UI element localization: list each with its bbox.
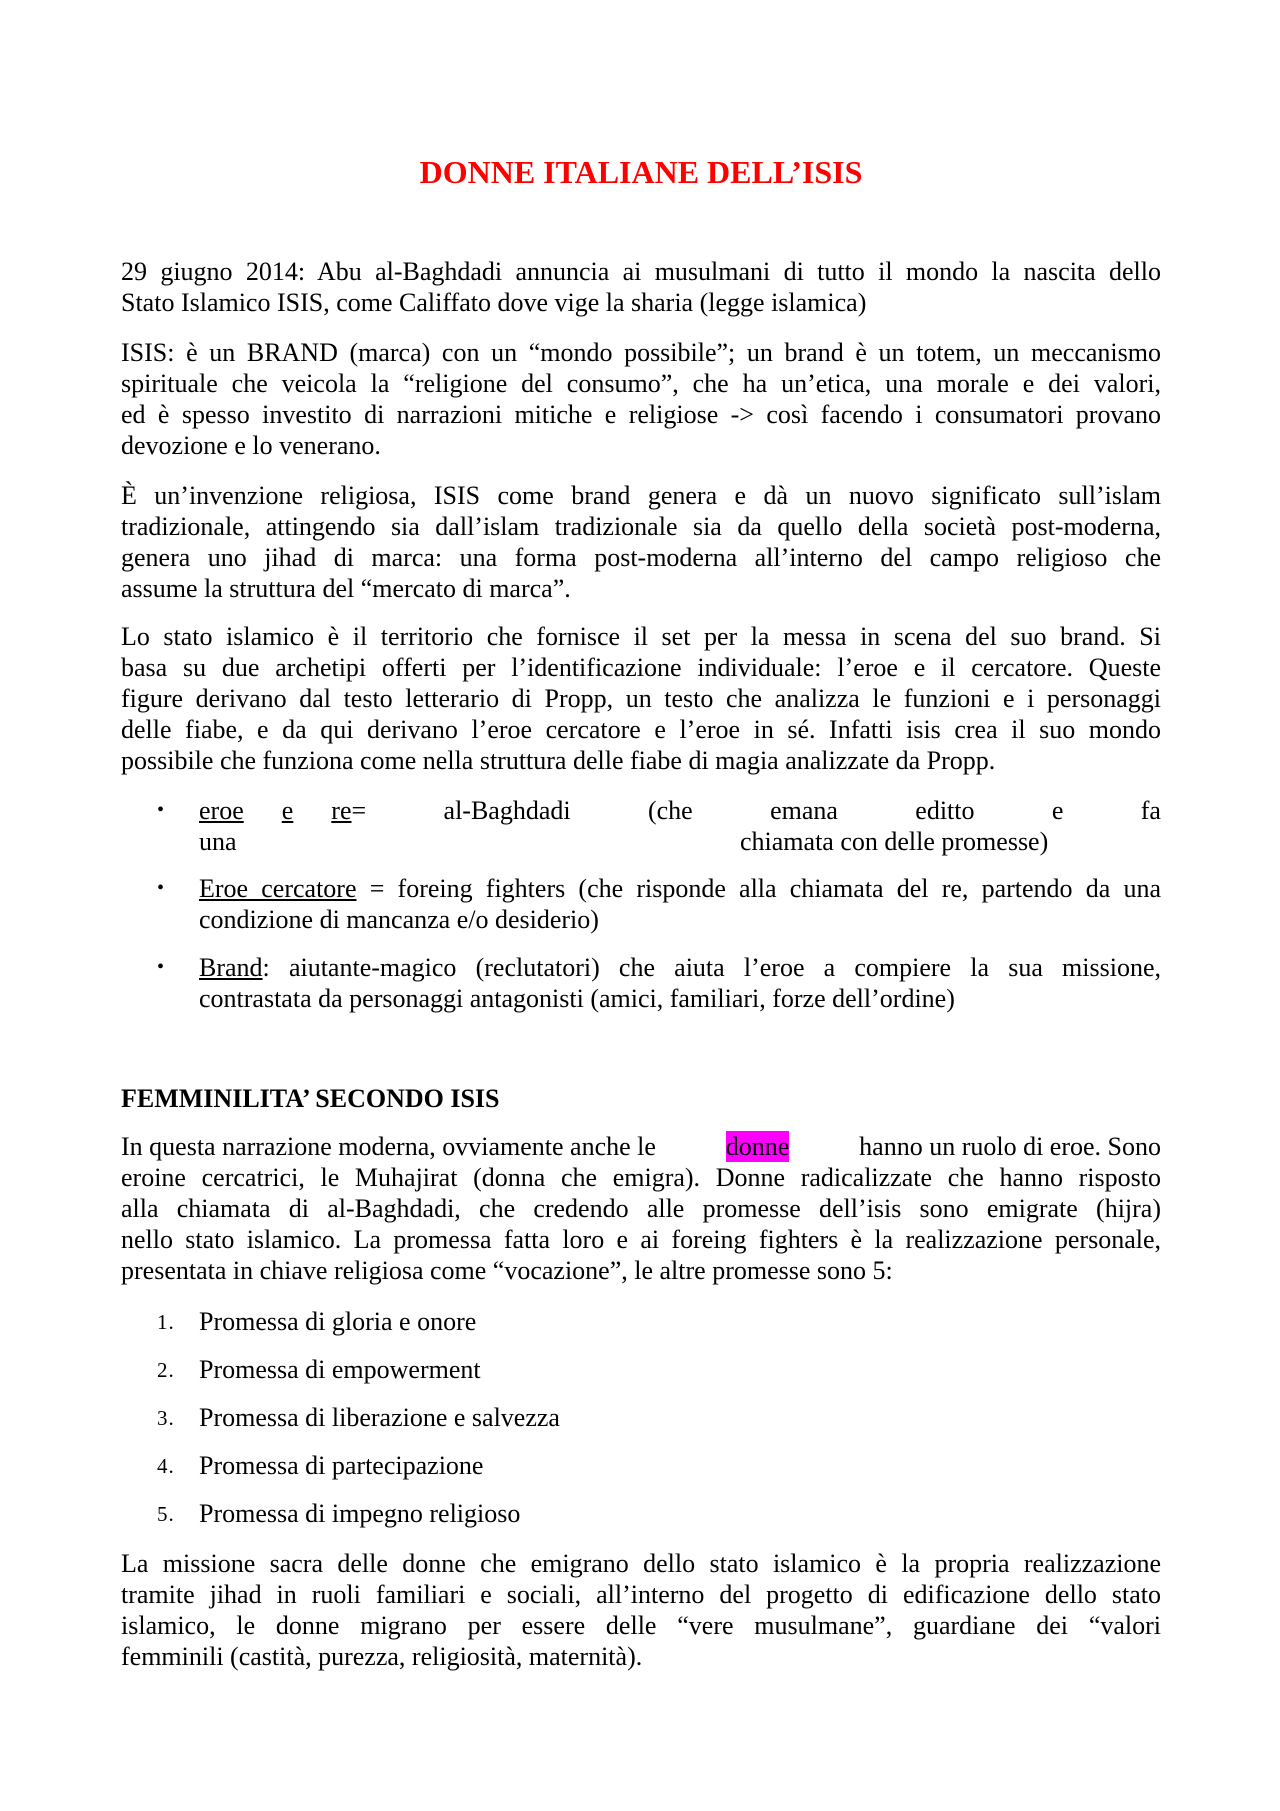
text-line: Lo stato islamico è il territorio che fornisce il set per la messa in scena del suo brand. Si: [121, 622, 1161, 651]
text-line: È un’invenzione religiosa, ISIS come brand genera e dà un nuovo significato sull’islam: [121, 481, 1161, 510]
text-line: islamico, le donne migrano per essere delle “vere musulmane”, guardiane dei “valori: [121, 1611, 1161, 1640]
list-number: 5.: [157, 1502, 175, 1526]
text-line: una chiamata con delle promesse): [199, 827, 1049, 856]
text-line: 29 giugno 2014: Abu al-Baghdadi annuncia ai musulmani di tutto il mondo la nascita dello: [121, 257, 1161, 286]
text-line: condizione di mancanza e/o desiderio): [199, 905, 599, 934]
list-item: [121, 1354, 1161, 1385]
list-item: [121, 1498, 1161, 1529]
list-item-text: Promessa di partecipazione: [199, 1451, 484, 1480]
document-title: DONNE ITALIANE DELL’ISIS: [419, 154, 863, 190]
section-heading: FEMMINILITA’ SECONDO ISIS: [121, 1084, 500, 1113]
list-item: [121, 1450, 1161, 1481]
text-line: eroe e re= al-Baghdadi (che emana editto e fa: [199, 796, 1161, 825]
list-item: [121, 1402, 1161, 1433]
list-item-text: Promessa di liberazione e salvezza: [199, 1403, 560, 1432]
text-line: spirituale che veicola la “religione del consumo”, che ha un’etica, una morale e dei valori,: [121, 369, 1161, 398]
text-line: Eroe cercatore = foreing fighters (che risponde alla chiamata del re, partendo da una: [199, 874, 1161, 903]
list-item: [121, 1306, 1161, 1337]
list-item: [121, 795, 1161, 857]
bullet-icon: •: [157, 799, 165, 821]
text-line: assume la struttura del “mercato di marca”.: [121, 574, 571, 603]
list-number: 3.: [157, 1406, 175, 1430]
text-line: Stato Islamico ISIS, come Califfato dove vige la sharia (legge islamica): [121, 288, 867, 317]
text-line: ed è spesso investito di narrazioni mitiche e religiose -> così facendo i consumatori provano: [121, 400, 1161, 429]
paragraph-mission: [121, 1548, 1161, 1672]
text-line: ISIS: è un BRAND (marca) con un “mondo possibile”; un brand è un totem, un meccanismo: [121, 338, 1161, 367]
text-line: basa su due archetipi offerti per l’identificazione individuale: l’eroe e il cercatore. Queste: [121, 653, 1161, 682]
list-number: 4.: [157, 1454, 175, 1478]
paragraph-femininity: [121, 1131, 1161, 1286]
list-item-text: Promessa di empowerment: [199, 1355, 481, 1384]
paragraph-intro: [121, 256, 1161, 318]
paragraph-invention: [121, 480, 1161, 604]
text-line: La missione sacra delle donne che emigrano dello stato islamico è la propria realizzazione: [121, 1549, 1161, 1578]
text-line: presentata in chiave religiosa come “vocazione”, le altre promesse sono 5:: [121, 1256, 893, 1285]
text-line: femminili (castità, purezza, religiosità, maternità).: [121, 1642, 643, 1671]
text-line: alla chiamata di al-Baghdadi, che credendo alle promesse dell’isis sono emigrate (hijra): [121, 1194, 1161, 1223]
text-line: In questa narrazione moderna, ovviamente anche le donne hanno un ruolo di eroe. Sono: [121, 1132, 1161, 1161]
text-line: tramite jihad in ruoli familiari e sociali, all’interno del progetto di edificazione dello stato: [121, 1580, 1161, 1609]
text-line: figure derivano dal testo letterario di Propp, un testo che analizza le funzioni e i personaggi: [121, 684, 1161, 713]
bullet-icon: •: [157, 877, 165, 899]
text-line: tradizionale, attingendo sia dall’islam tradizionale sia da quello della società post-moderna,: [121, 512, 1161, 541]
list-number: 1.: [157, 1310, 175, 1334]
text-line: Brand: aiutante-magico (reclutatori) che aiuta l’eroe a compiere la sua missione,: [199, 953, 1161, 982]
highlighted-word: donne: [725, 1132, 790, 1161]
list-item: [121, 873, 1161, 935]
bullet-icon: •: [157, 956, 165, 978]
paragraph-territory: [121, 621, 1161, 776]
paragraph-brand: [121, 337, 1161, 461]
list-item-text: Promessa di impegno religioso: [199, 1499, 521, 1528]
archetype-list: [121, 795, 1161, 1014]
text-line: contrastata da personaggi antagonisti (amici, familiari, forze dell’ordine): [199, 984, 955, 1013]
text-line: possibile che funziona come nella struttura delle fiabe di magia analizzate da Propp.: [121, 746, 996, 775]
list-item-text: Promessa di gloria e onore: [199, 1307, 477, 1336]
list-item: [121, 952, 1161, 1014]
text-line: eroine cercatrici, le Muhajirat (donna che emigra). Donne radicalizzate che hanno risposto: [121, 1163, 1161, 1192]
text-line: nello stato islamico. La promessa fatta loro e ai foreing fighters è la realizzazione personale,: [121, 1225, 1161, 1254]
text-line: genera uno jihad di marca: una forma post-moderna all’interno del campo religioso che: [121, 543, 1161, 572]
text-line: delle fiabe, e da qui derivano l’eroe cercatore e l’eroe in sé. Infatti isis crea il suo mondo: [121, 715, 1161, 744]
list-number: 2.: [157, 1358, 175, 1382]
text-line: devozione e lo venerano.: [121, 431, 381, 460]
promises-list: [121, 1306, 1161, 1529]
